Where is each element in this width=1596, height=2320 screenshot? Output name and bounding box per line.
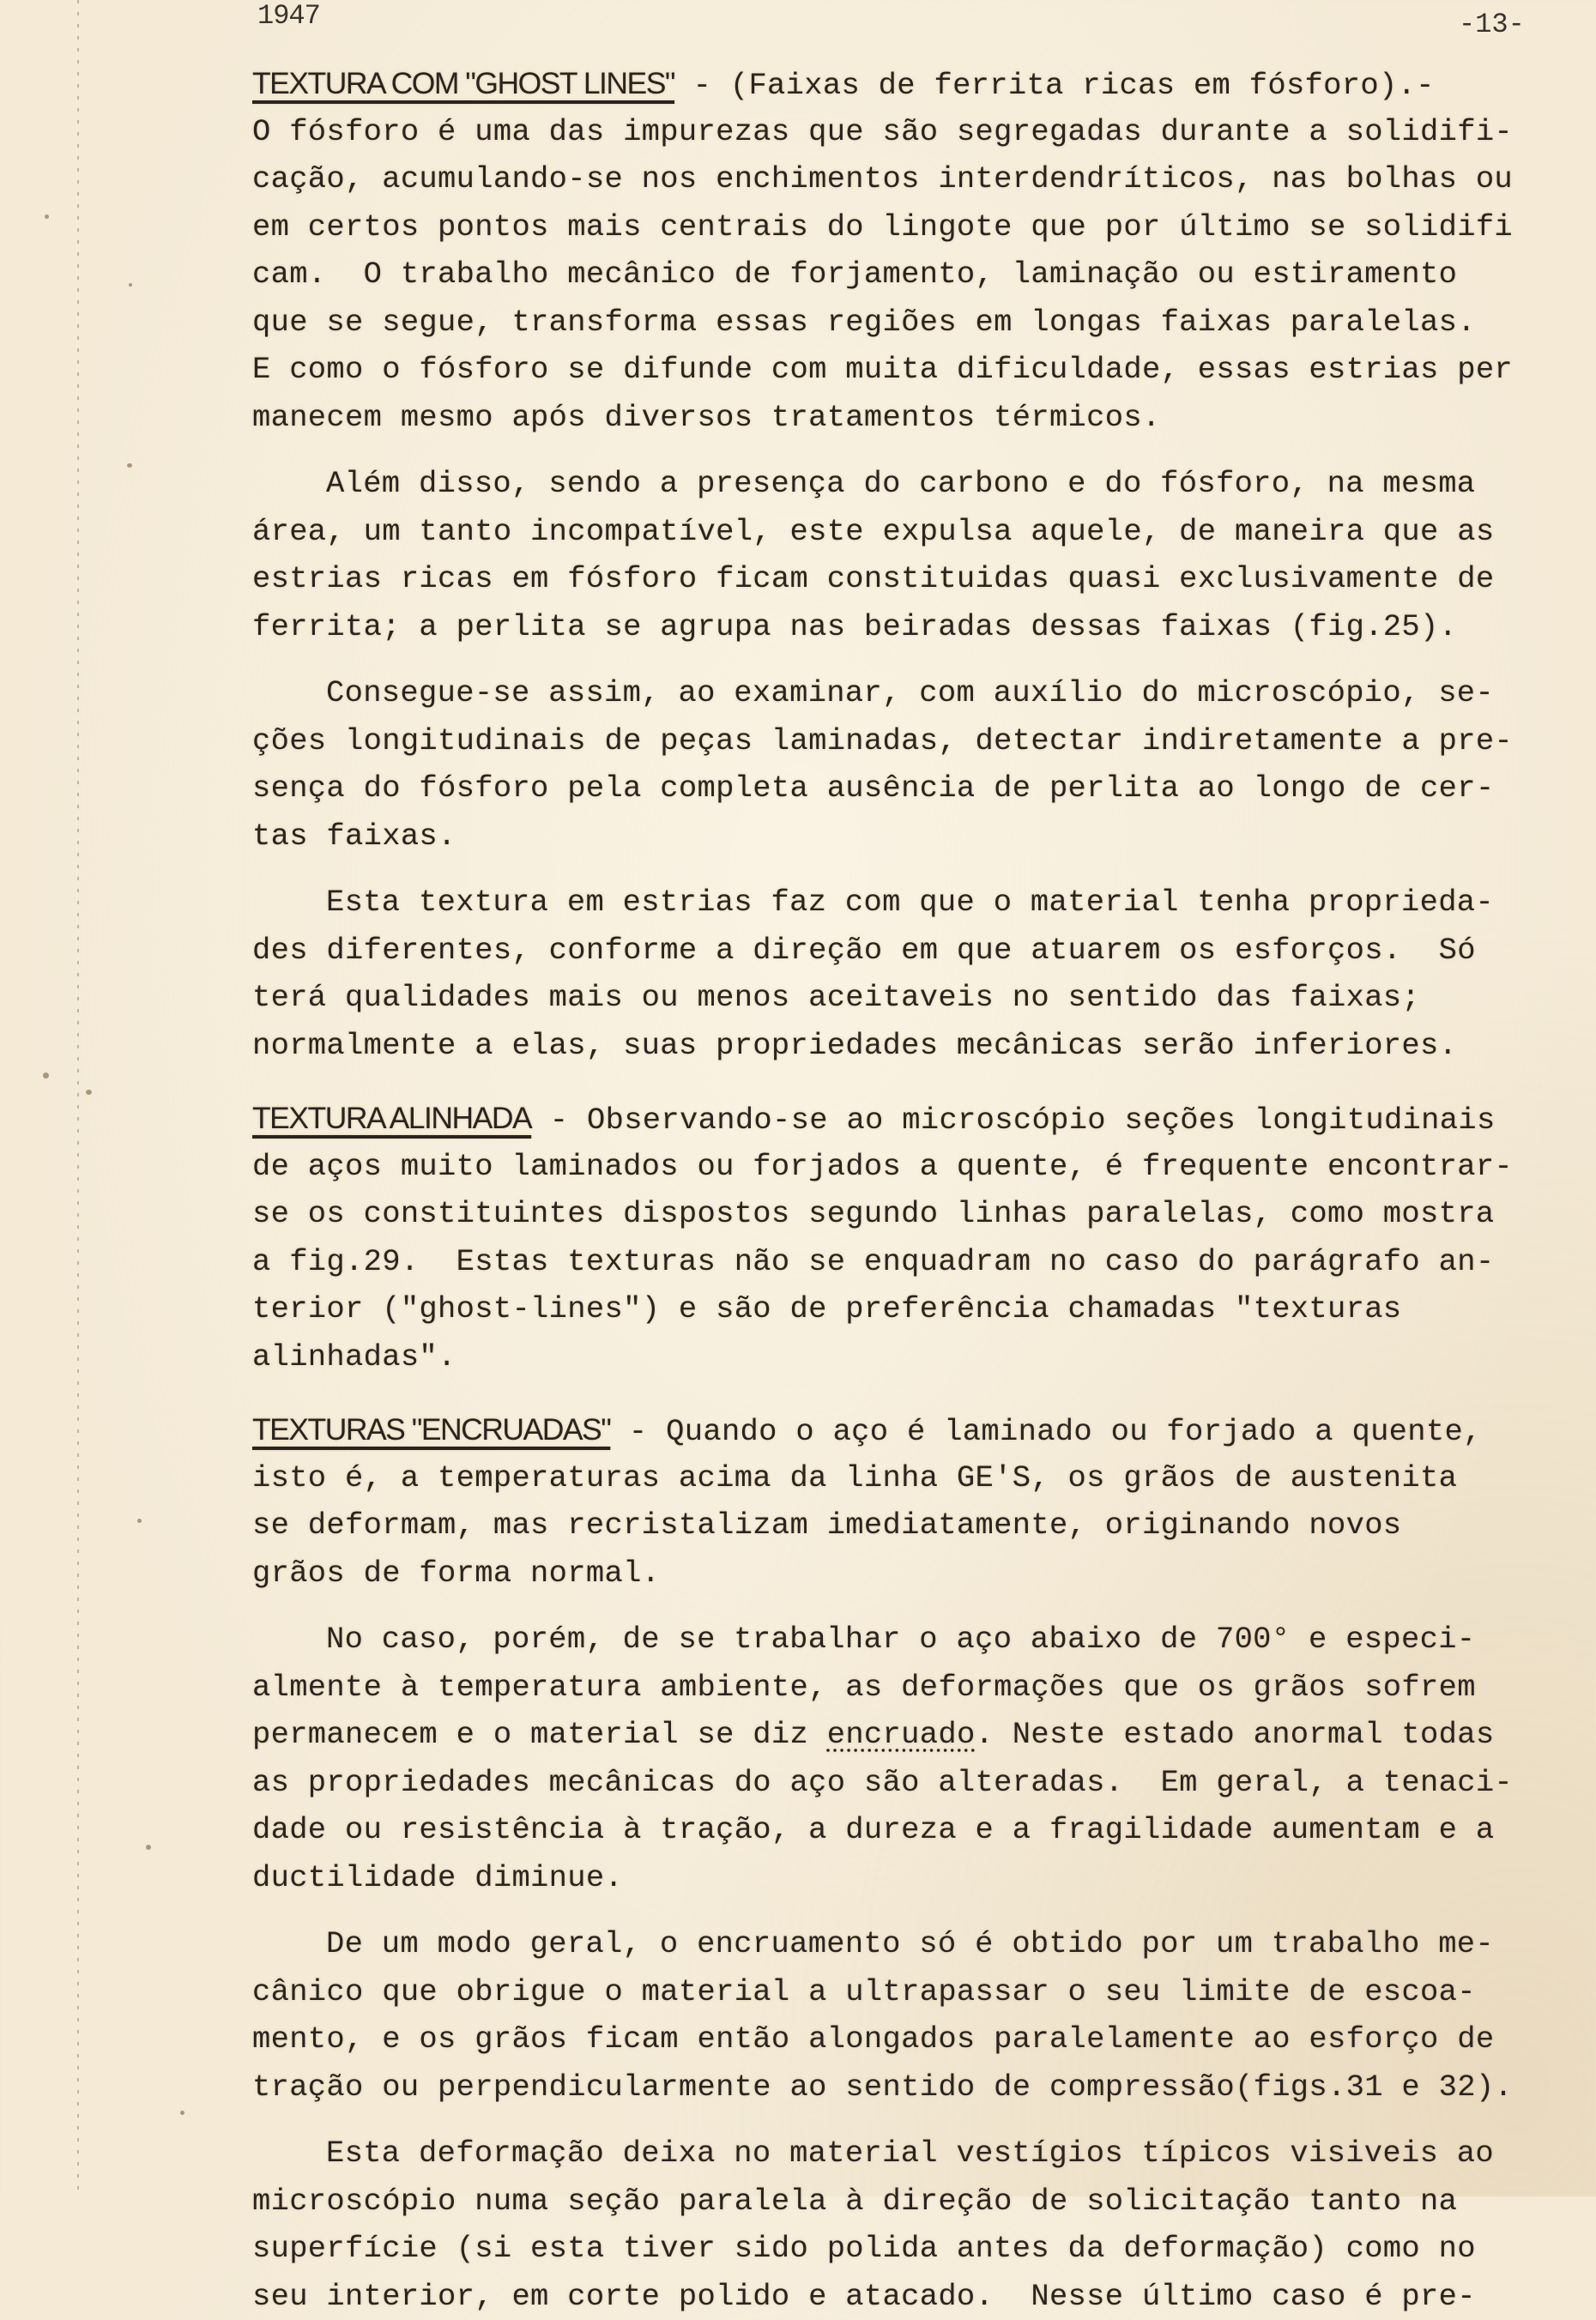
paragraph [252, 1616, 1539, 1901]
text-line: E como o fósforo se difunde com muita dificuldade, essas estrias per [252, 346, 1539, 394]
document-section [252, 1381, 1539, 2320]
section-heading-line [252, 60, 1539, 108]
paragraph-first-line: De um modo geral, o encruamento só é obtido por um trabalho me- [252, 1920, 1539, 1968]
section-gap [252, 1381, 1539, 1406]
paper-speck [127, 463, 132, 468]
paragraph [252, 1920, 1539, 2111]
document-section [252, 1069, 1539, 1381]
paragraph-gap [252, 441, 1539, 460]
paper-speck [45, 214, 49, 219]
paragraph-gap [252, 1901, 1539, 1920]
text-line: mento, e os grãos ficam então alongados paralelamente ao esforço de [252, 2015, 1539, 2063]
text-line: se os constituintes dispostos segundo linhas paralelas, como mostra [252, 1190, 1539, 1238]
section-heading-line [252, 1095, 1539, 1143]
paragraph [252, 2130, 1539, 2320]
heading-continuation: - Observando-se ao microscópio seções longitudinais [531, 1103, 1495, 1138]
page-number: -13- [1459, 9, 1525, 40]
paper-speck [86, 1090, 92, 1095]
text-line: terior ("ghost-lines") e são de preferência chamadas "texturas [252, 1285, 1539, 1333]
heading-continuation: - (Faixas de ferrita ricas em fósforo).- [674, 68, 1435, 103]
text-line: em certos pontos mais centrais do lingote que por último se solidifi [252, 203, 1539, 251]
paragraph [252, 460, 1539, 650]
section-heading: TEXTURA ALINHADA [252, 1101, 531, 1135]
paragraph-first-line: Além disso, sendo a presença do carbono e do fósforo, na mesma [252, 460, 1539, 508]
section-heading: TEXTURA COM "GHOST LINES" [252, 66, 674, 100]
paragraph-gap [252, 860, 1539, 879]
text-line: cação, acumulando-se nos enchimentos interdendríticos, nas bolhas ou [252, 155, 1539, 203]
paper-speck [137, 1519, 142, 1523]
text-line: se deformam, mas recristalizam imediatamente, originando novos [252, 1501, 1539, 1550]
text-line: tração ou perpendicularmente ao sentido de compressão(figs.31 e 32). [252, 2063, 1539, 2112]
page-header [0, 0, 1596, 43]
text-line: superfície (si esta tiver sido polida antes da deformação) como no [252, 2225, 1539, 2273]
text-line: des diferentes, conforme a direção em que atuarem os esforços. Só [252, 927, 1539, 975]
paper-speck [43, 1072, 49, 1078]
paragraph-first-line: Consegue-se assim, ao examinar, com auxílio do microscópio, se- [252, 669, 1539, 717]
text-line [252, 1711, 1539, 1759]
text-line: almente à temperatura ambiente, as deformações que os grãos sofrem [252, 1664, 1539, 1712]
section-gap [252, 1069, 1539, 1095]
text-line: terá qualidades mais ou menos aceitaveis no sentido das faixas; [252, 974, 1539, 1022]
text-line: alinhadas". [252, 1333, 1539, 1381]
text-line: as propriedades mecânicas do aço são alteradas. Em geral, a tenaci- [252, 1759, 1539, 1807]
text-run: . Neste estado anormal todas [976, 1717, 1495, 1752]
section-heading-line [252, 1406, 1539, 1454]
typed-page-body [252, 60, 1539, 2320]
paragraph-first-line: Esta deformação deixa no material vestígios típicos visiveis ao [252, 2130, 1539, 2178]
paragraph [252, 669, 1539, 860]
paragraph [252, 879, 1539, 1069]
text-line: grãos de forma normal. [252, 1550, 1539, 1598]
paragraph-first-line: Esta textura em estrias faz com que o material tenha proprieda- [252, 879, 1539, 927]
text-line: cânico que obrigue o material a ultrapassar o seu limite de escoa- [252, 1968, 1539, 2016]
text-run: permanecem e o material se diz [252, 1717, 827, 1752]
text-line: seu interior, em corte polido e atacado. Nesse último caso é pre- [252, 2273, 1539, 2320]
text-line: estrias ricas em fósforo ficam constituidas quasi exclusivamente de [252, 555, 1539, 603]
margin-perforation-line [77, 0, 79, 2196]
text-line: área, um tanto incompatível, este expulsa aquele, de maneira que as [252, 508, 1539, 556]
underlined-term: encruado [827, 1717, 976, 1752]
paragraph-gap [252, 2111, 1539, 2130]
section-heading: TEXTURAS "ENCRUADAS" [252, 1412, 610, 1447]
paper-speck [180, 2111, 184, 2115]
paragraph-gap [252, 650, 1539, 669]
text-line: a fig.29. Estas texturas não se enquadram no caso do parágrafo an- [252, 1238, 1539, 1286]
text-line: O fósforo é uma das impurezas que são segregadas durante a solidifi- [252, 108, 1539, 156]
document-year: 1947 [257, 0, 320, 32]
paragraph-gap [252, 1597, 1539, 1616]
text-line: manecem mesmo após diversos tratamentos térmicos. [252, 394, 1539, 442]
text-line: normalmente a elas, suas propriedades mecânicas serão inferiores. [252, 1022, 1539, 1070]
text-line: microscópio numa seção paralela à direção de solicitação tanto na [252, 2178, 1539, 2226]
text-line: que se segue, transforma essas regiões em longas faixas paralelas. [252, 299, 1539, 347]
text-line: dade ou resistência à tração, a dureza e a fragilidade aumentam e a [252, 1806, 1539, 1854]
text-line: cam. O trabalho mecânico de forjamento, laminação ou estiramento [252, 251, 1539, 299]
paragraph-first-line: No caso, porém, de se trabalhar o aço abaixo de 700° e especi- [252, 1616, 1539, 1664]
text-line: ções longitudinais de peças laminadas, detectar indiretamente a pre- [252, 717, 1539, 765]
paper-speck [146, 1845, 151, 1850]
text-line: ductilidade diminue. [252, 1854, 1539, 1902]
text-line: de aços muito laminados ou forjados a quente, é frequente encontrar- [252, 1143, 1539, 1191]
document-section [252, 60, 1539, 1069]
text-line: sença do fósforo pela completa ausência de perlita ao longo de cer- [252, 764, 1539, 813]
heading-continuation: - Quando o aço é laminado ou forjado a quente, [610, 1414, 1481, 1449]
paper-speck [129, 283, 132, 287]
text-line: ferrita; a perlita se agrupa nas beiradas dessas faixas (fig.25). [252, 603, 1539, 651]
text-line: tas faixas. [252, 813, 1539, 861]
text-line: isto é, a temperaturas acima da linha GE'S, os grãos de austenita [252, 1454, 1539, 1502]
